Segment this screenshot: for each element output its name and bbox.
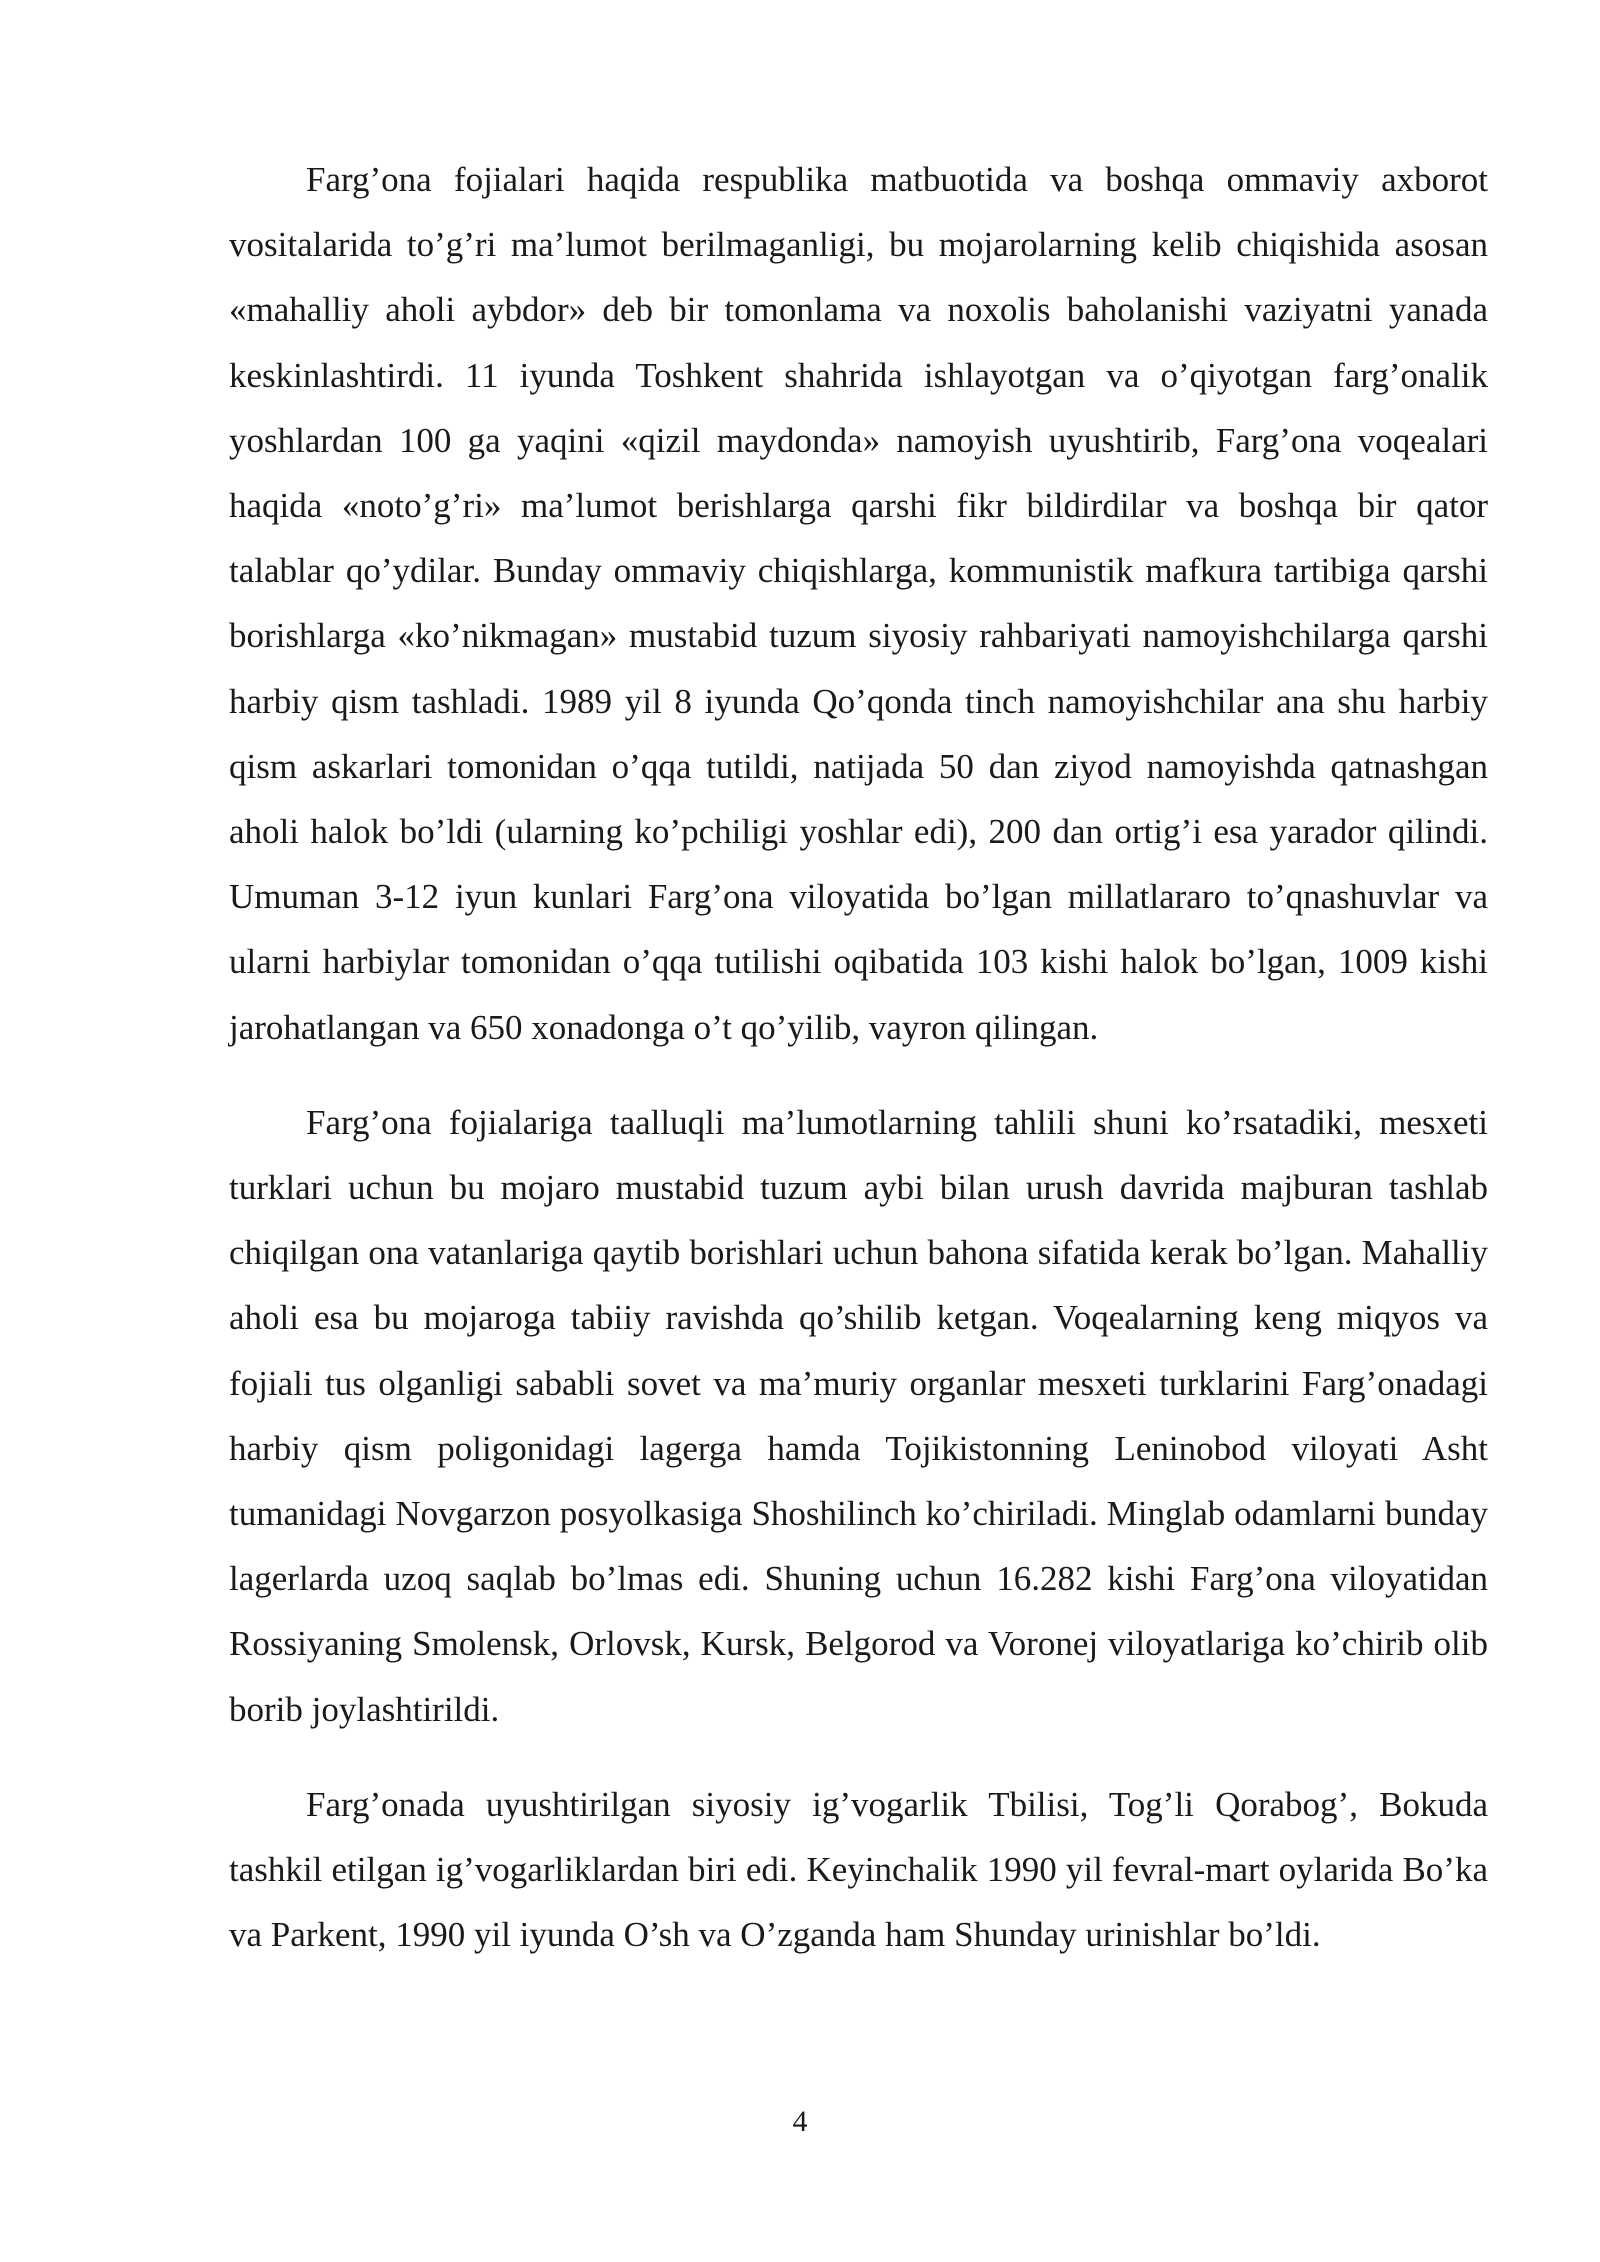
page-number: 4 <box>792 2105 808 2138</box>
body-text <box>229 147 1488 1967</box>
paragraph-3: Farg’onada uyushtirilgan siyosiy ig’vogarlik Tbilisi, Tog’li Qorabog’, Bokuda tashkil etilgan ig’vogarliklardan biri edi. Keyinchalik 1990 yil fevral-mart oylarida Bo’ka va Parkent, 1990 yil iyunda O’sh va O’zganda ham Shunday urinishlar bo’ldi. <box>229 1784 1488 1955</box>
paragraph-1: Farg’ona fojialari haqida respublika matbuotida va boshqa ommaviy axborot vositalarida to’g’ri ma’lumot berilmaganligi, bu mojarolarning kelib chiqishida asosan «mahalliy aholi aybdor» deb bir tomonlama va noxolis baholanishi vaziyatni yanada keskinlashtirdi. 11 iyunda Toshkent shahrida ishlayotgan va o’qiyotgan farg’onalik yoshlardan 100 ga yaqini «qizil maydonda» namoyish uyushtirib, Farg’ona voqealari haqida «noto’g’ri» ma’lumot berishlarga qarshi fikr bildirdilar va boshqa bir qator talablar qo’ydilar. Bunday ommaviy chiqishlarga, kommunistik mafkura tartibiga qarshi borishlarga «ko’nikmagan» mustabid tuzum siyosiy rahbariyati namoyishchilarga qarshi harbiy qism tashladi. 1989 yil 8 iyunda Qo’qonda tinch namoyishchilar ana shu harbiy qism askarlari tomonidan o’qqa tutildi, natijada 50 dan ziyod namoyishda qatnashgan aholi halok bo’ldi (ularning ko’pchiligi yoshlar edi), 200 dan ortig’i esa yarador qilindi. Umuman 3-12 iyun kunlari Farg’ona viloyatida bo’lgan millatlararo to’qnashuvlar va ularni harbiylar tomonidan o’qqa tutilishi oqibatida 103 kishi halok bo’lgan, 1009 kishi jarohatlangan va 650 xonadonga o’t qo’yilib, vayron qilingan. <box>229 160 1488 1047</box>
paragraph-2: Farg’ona fojialariga taalluqli ma’lumotlarning tahlili shuni ko’rsatadiki, mesxeti turklari uchun bu mojaro mustabid tuzum aybi bilan urush davrida majburan tashlab chiqilgan ona vatanlariga qaytib borishlari uchun bahona sifatida kerak bo’lgan. Mahalliy aholi esa bu mojaroga tabiiy ravishda qo’shilib ketgan. Voqealarning keng miqyos va fojiali tus olganligi sababli sovet va ma’muriy organlar mesxeti turklarini Farg’onadagi harbiy qism poligonidagi lagerga hamda Tojikistonning Leninobod viloyati Asht tumanidagi Novgarzon posyolkasiga Shoshilinch ko’chiriladi. Minglab odamlarni bunday lagerlarda uzoq saqlab bo’lmas edi. Shuning uchun 16.282 kishi Farg’ona viloyatidan Rossiyaning Smolensk, Orlovsk, Kursk, Belgorod va Voronej viloyatlariga ko’chirib olib borib joylashtirildi. <box>229 1102 1488 1729</box>
